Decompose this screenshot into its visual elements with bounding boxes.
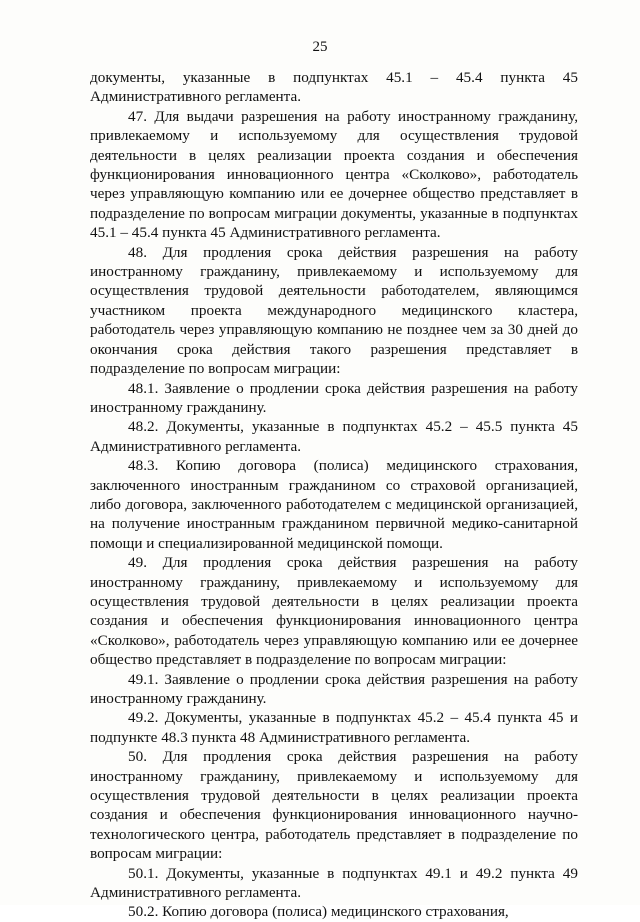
- paragraph: 49.2. Документы, указанные в подпунктах 45.2 – 45.4 пункта 45 и подпункте 48.3 пункта 48 Административного регламента.: [90, 709, 578, 746]
- paragraph: 49. Для продления срока действия разрешения на работу иностранному гражданину, привлекаемому и используемому для осуществления трудовой деятельности в целях реализации проекта создания и обеспечения функционирования инновационного центра «Сколково», работодатель через управляющую компанию или ее дочернее общество представляет в подразделение по вопросам миграции:: [90, 554, 578, 669]
- paragraph: 47. Для выдачи разрешения на работу иностранному гражданину, привлекаемому и используемому для осуществления трудовой деятельности в целях реализации проекта создания и обеспечения функционирования инновационного центра «Сколково», работодатель через управляющую компанию или ее дочернее общество представляет в подразделение по вопросам миграции документы, указанные в подпунктах 45.1 – 45.4 пункта 45 Административного регламента.: [90, 107, 578, 242]
- paragraph: 48. Для продления срока действия разрешения на работу иностранному гражданину, привлекаемому и используемому для осуществления трудовой деятельности работодателем, являющимся участником проекта международного медицинского кластера, работодатель через управляющую компанию не позднее чем за 30 дней до окончания срока действия такого разрешения представляет в подразделение по вопросам миграции:: [90, 243, 578, 378]
- paragraph: 48.1. Заявление о продлении срока действия разрешения на работу иностранному гражданину.: [90, 379, 578, 416]
- document-body: [90, 68, 578, 922]
- paragraph: 50.2. Копию договора (полиса) медицинского страхования,: [128, 903, 509, 921]
- page-number: 25: [312, 39, 328, 55]
- paragraph: 48.2. Документы, указанные в подпунктах 45.2 – 45.5 пункта 45 Административного регламента.: [90, 418, 578, 455]
- paragraph: 49.1. Заявление о продлении срока действия разрешения на работу иностранному гражданину.: [90, 670, 578, 707]
- paragraph: 50.1. Документы, указанные в подпунктах 49.1 и 49.2 пункта 49 Административного регламента.: [90, 864, 578, 902]
- paragraph: 48.3. Копию договора (полиса) медицинского страхования, заключенного иностранным гражданином со страховой организацией, либо договора, заключенного работодателем с медицинской организацией, на получение иностранным гражданином первичной медико-санитарной помощи и специализированной медицинской помощи.: [90, 457, 578, 552]
- paragraph: 50. Для продления срока действия разрешения на работу иностранному гражданину, привлекаемому и используемому для осуществления трудовой деятельности в целях реализации проекта создания и обеспечения функционирования инновационного научно-технологического центра, работодатель представляет в подразделение по вопросам миграции:: [90, 748, 578, 863]
- paragraph: документы, указанные в подпунктах 45.1 – 45.4 пункта 45 Административного регламента.: [90, 69, 578, 106]
